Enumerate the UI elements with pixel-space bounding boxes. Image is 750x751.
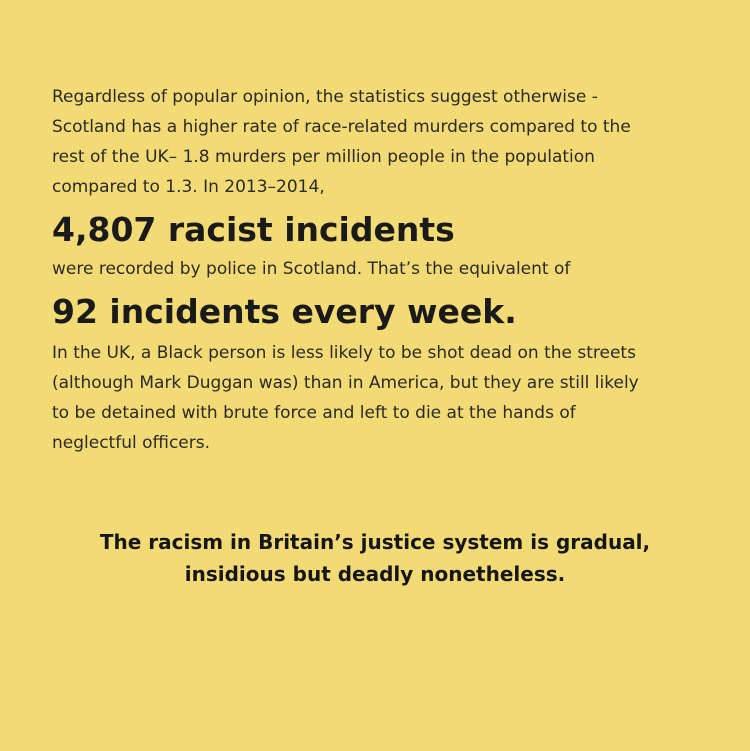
racist-incidents-stat: 4,807 racist incidents — [52, 210, 455, 249]
intro-paragraph — [52, 82, 722, 202]
body-paragraph — [52, 338, 722, 458]
body-line: (although Mark Duggan was) than in America, but they are still likely — [52, 373, 639, 393]
closing-line: insidious but deadly nonetheless. — [184, 562, 566, 586]
intro-line: Regardless of popular opinion, the statistics suggest otherwise - — [52, 87, 598, 107]
intro-line: rest of the UK– 1.8 murders per million people in the population — [52, 147, 595, 167]
closing-line: The racism in Britain’s justice system is gradual, — [99, 530, 651, 554]
intro-line: Scotland has a higher rate of race-related murders compared to the — [52, 117, 631, 137]
article-body — [52, 82, 722, 458]
body-line: to be detained with brute force and left to die at the hands of — [52, 403, 576, 423]
body-line: neglectful officers. — [52, 433, 210, 453]
weekly-incidents-stat: 92 incidents every week. — [52, 292, 517, 331]
middle-sentence: were recorded by police in Scotland. That’s the equivalent of — [52, 259, 571, 279]
body-line: In the UK, a Black person is less likely to be shot dead on the streets — [52, 343, 636, 363]
closing-statement — [0, 526, 750, 590]
intro-line: compared to 1.3. In 2013–2014, — [52, 177, 325, 197]
